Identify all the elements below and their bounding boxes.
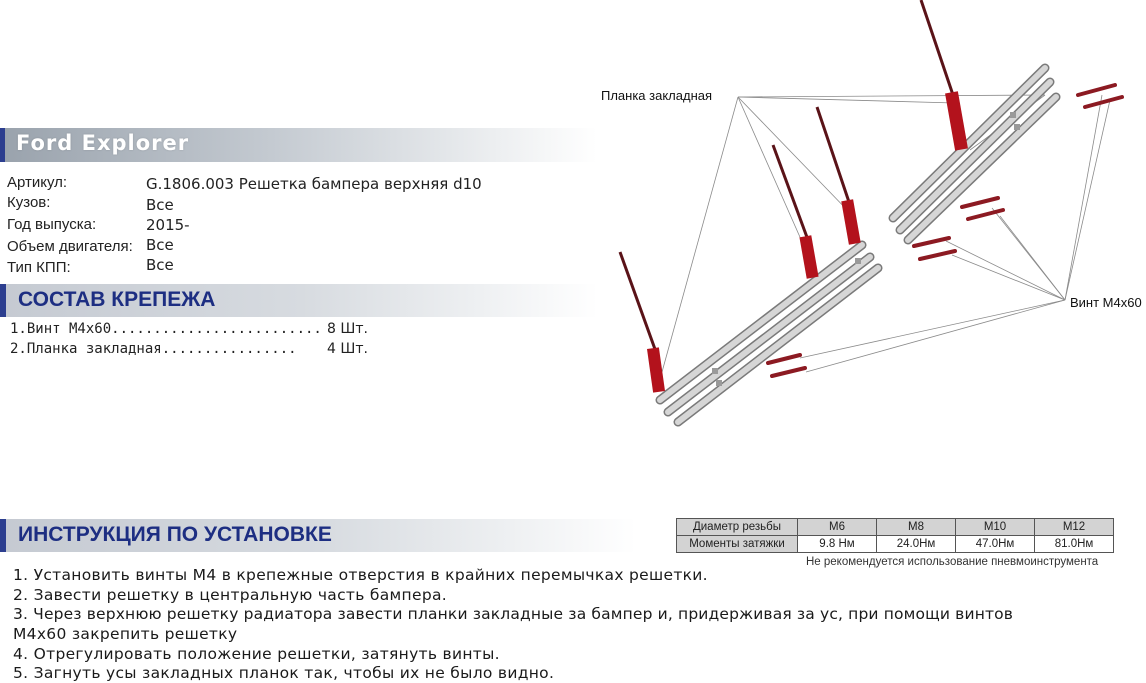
- instructions-heading: ИНСТРУКЦИЯ ПО УСТАНОВКЕ: [18, 523, 332, 546]
- instruction-step: 3. Через верхнюю решетку радиатора завести планки закладные за бампер и, придерживая за ус, при помощи винтов: [13, 605, 1014, 623]
- torque-row-diameter: [677, 519, 1114, 536]
- fastener-item-qty: 8 Шт.: [327, 321, 368, 337]
- engine-value: Все: [146, 236, 174, 254]
- engine-label: Объем двигателя:: [7, 238, 133, 255]
- torque-row-label: Диаметр резьбы: [677, 519, 798, 536]
- gearbox-label: Тип КПП:: [7, 259, 71, 276]
- torque-value-cell: 9.8 Нм: [798, 536, 877, 553]
- fasteners-heading: СОСТАВ КРЕПЕЖА: [18, 288, 216, 311]
- left-grille-tubes: [660, 245, 878, 422]
- year-value: 2015-: [146, 216, 190, 234]
- torque-size-cell: М10: [956, 519, 1035, 536]
- instruction-step: 4. Отрегулировать положение решетки, затянуть винты.: [13, 645, 500, 663]
- torque-row-label: Моменты затяжки: [677, 536, 798, 553]
- torque-value-cell: 47.0Нм: [956, 536, 1035, 553]
- fastener-item-qty: 4 Шт.: [327, 341, 368, 357]
- instruction-step: М4х60 закрепить решетку: [13, 625, 238, 643]
- article-value: G.1806.003 Решетка бампера верхняя d10: [146, 175, 482, 193]
- instruction-step: 1. Установить винты М4 в крепежные отверстия в крайних перемычках решетки.: [13, 566, 708, 584]
- assembly-diagram: [600, 0, 1146, 450]
- body-value: Все: [146, 196, 174, 214]
- torque-row-values: [677, 536, 1114, 553]
- instruction-step: 2. Завести решетку в центральную часть бампера.: [13, 586, 447, 604]
- screws: [768, 85, 1122, 376]
- torque-note: Не рекомендуется использование пневмоинструмента: [806, 556, 1099, 568]
- right-grille-tubes: [893, 68, 1056, 240]
- torque-size-cell: М8: [877, 519, 956, 536]
- screw-callout: Винт М4х60: [1070, 295, 1142, 310]
- article-label: Артикул:: [7, 174, 68, 191]
- torque-table: [676, 518, 1114, 553]
- torque-size-cell: М12: [1035, 519, 1114, 536]
- torque-value-cell: 24.0Нм: [877, 536, 956, 553]
- gearbox-value: Все: [146, 256, 174, 274]
- fastener-item-text: 1.Винт М4х60.........................: [10, 321, 322, 337]
- year-label: Год выпуска:: [7, 216, 97, 233]
- plate-callout: Планка закладная: [601, 88, 713, 103]
- torque-size-cell: М6: [798, 519, 877, 536]
- fastener-item-text: 2.Планка закладная................: [10, 341, 297, 357]
- body-label: Кузов:: [7, 194, 51, 211]
- instruction-step: 5. Загнуть усы закладных планок так, чтобы их не было видно.: [13, 664, 555, 682]
- torque-value-cell: 81.0Нм: [1035, 536, 1114, 553]
- page-title: Ford Explorer: [16, 131, 190, 155]
